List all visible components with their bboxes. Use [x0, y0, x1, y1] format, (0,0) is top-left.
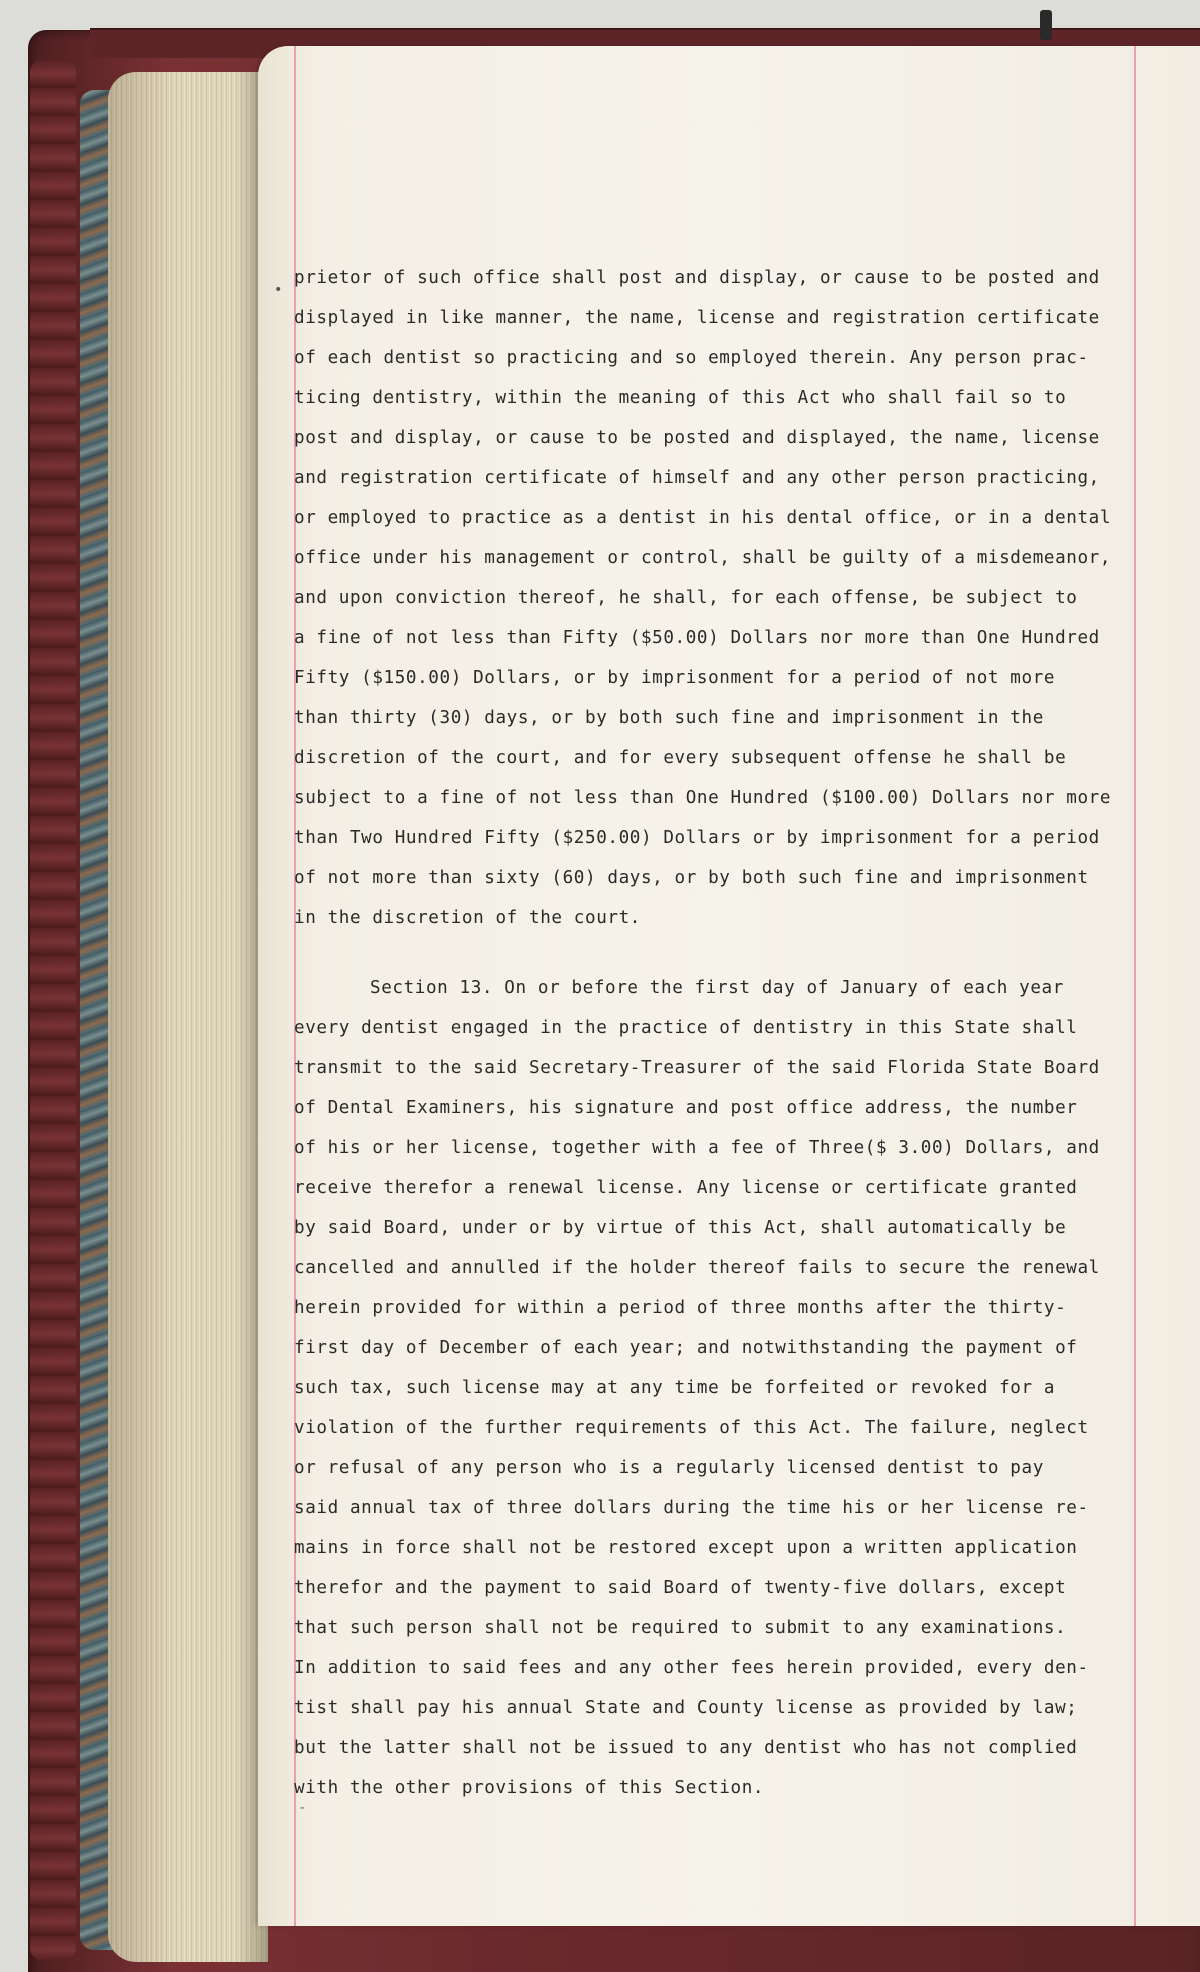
- text-line: of Dental Examiners, his signature and post office address, the number: [294, 1098, 1078, 1118]
- text-line: tist shall pay his annual State and County license as provided by law;: [294, 1698, 1078, 1718]
- text-line: discretion of the court, and for every subsequent offense he shall be: [294, 748, 1067, 768]
- text-line: of not more than sixty (60) days, or by both such fine and imprisonment: [294, 868, 1089, 888]
- text-line: subject to a fine of not less than One Hundred ($100.00) Dollars nor more: [294, 788, 1112, 808]
- text-line: of each dentist so practicing and so employed therein. Any person prac-: [294, 348, 1089, 368]
- text-line: but the latter shall not be issued to any dentist who has not complied: [294, 1738, 1078, 1758]
- text-line: than Two Hundred Fifty ($250.00) Dollars or by imprisonment for a period: [294, 828, 1100, 848]
- text-line: that such person shall not be required to submit to any examinations.: [294, 1618, 1067, 1638]
- text-line: or employed to practice as a dentist in his dental office, or in a dental: [294, 508, 1112, 528]
- paragraph-penalties: [294, 258, 1136, 938]
- text-line: herein provided for within a period of three months after the thirty-: [294, 1298, 1067, 1318]
- text-line: every dentist engaged in the practice of dentistry in this State shall: [294, 1018, 1078, 1038]
- paragraph-section-13: [294, 968, 1136, 1808]
- text-line: and upon conviction thereof, he shall, for each offense, be subject to: [294, 588, 1078, 608]
- text-line: therefor and the payment to said Board of twenty-five dollars, except: [294, 1578, 1067, 1598]
- page-end-dash: -: [298, 1800, 307, 1816]
- book-clasp: [1040, 10, 1052, 40]
- text-line: or refusal of any person who is a regularly licensed dentist to pay: [294, 1458, 1044, 1478]
- text-line: of his or her license, together with a fee of Three($ 3.00) Dollars, and: [294, 1138, 1100, 1158]
- book-spine-ridges: [30, 60, 76, 1960]
- text-line: said annual tax of three dollars during the time his or her license re-: [294, 1498, 1089, 1518]
- text-line: office under his management or control, shall be guilty of a misdemeanor,: [294, 548, 1112, 568]
- text-line: mains in force shall not be restored except upon a written application: [294, 1538, 1078, 1558]
- text-line: ticing dentistry, within the meaning of this Act who shall fail so to: [294, 388, 1067, 408]
- text-line: violation of the further requirements of this Act. The failure, neglect: [294, 1418, 1089, 1438]
- text-line: cancelled and annulled if the holder thereof fails to secure the renewal: [294, 1258, 1100, 1278]
- text-line: prietor of such office shall post and display, or cause to be posted and: [294, 268, 1100, 288]
- text-line: a fine of not less than Fifty ($50.00) Dollars nor more than One Hundred: [294, 628, 1100, 648]
- text-line: transmit to the said Secretary-Treasurer of the said Florida State Board: [294, 1058, 1100, 1078]
- text-line: Fifty ($150.00) Dollars, or by imprisonment for a period of not more: [294, 668, 1056, 688]
- margin-bullet-mark: •: [274, 282, 283, 298]
- text-line: In addition to said fees and any other fees herein provided, every den-: [294, 1658, 1089, 1678]
- text-line: in the discretion of the court.: [294, 908, 641, 928]
- text-line: and registration certificate of himself and any other person practicing,: [294, 468, 1100, 488]
- text-line: with the other provisions of this Section.: [294, 1778, 765, 1798]
- text-line: by said Board, under or by virtue of this Act, shall automatically be: [294, 1218, 1067, 1238]
- text-line: receive therefor a renewal license. Any license or certificate granted: [294, 1178, 1078, 1198]
- page-stack-shadow: [108, 72, 268, 1962]
- text-line: post and display, or cause to be posted and displayed, the name, license: [294, 428, 1100, 448]
- text-line: than thirty (30) days, or by both such fine and imprisonment in the: [294, 708, 1044, 728]
- section-heading-line: Section 13. On or before the first day of January of each year: [370, 978, 1064, 998]
- text-line: displayed in like manner, the name, license and registration certificate: [294, 308, 1100, 328]
- text-line: such tax, such license may at any time be forfeited or revoked for a: [294, 1378, 1056, 1398]
- text-line: first day of December of each year; and notwithstanding the payment of: [294, 1338, 1078, 1358]
